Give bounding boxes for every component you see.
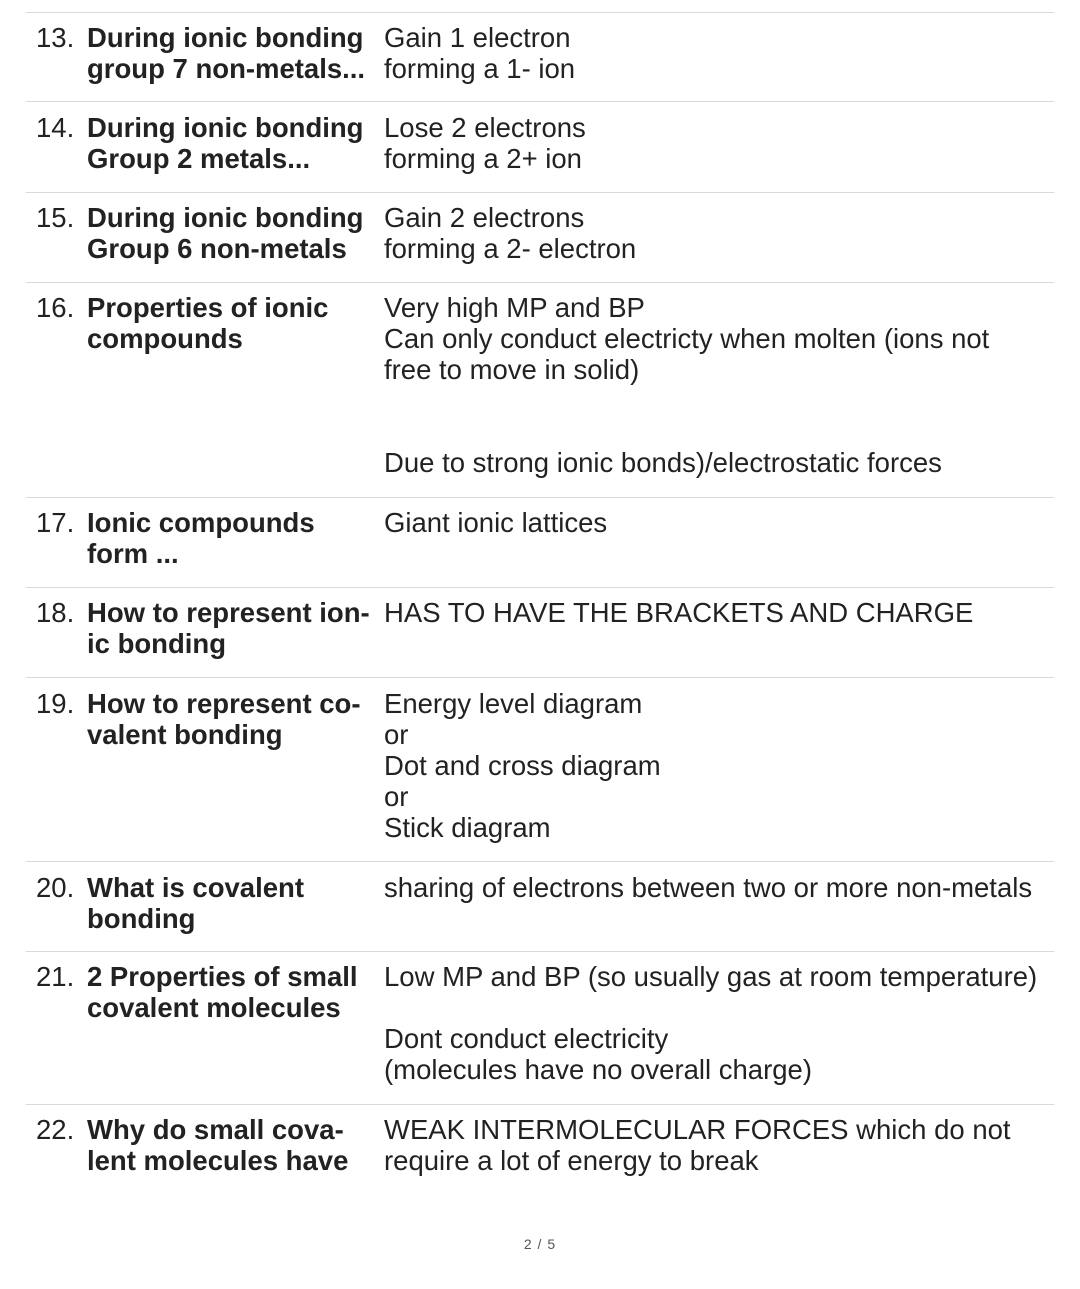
card-term	[87, 1114, 387, 1176]
card-number: 14.	[36, 112, 75, 143]
term-line: compounds	[87, 323, 243, 354]
term-line: Properties of ionic	[87, 292, 329, 323]
term-line: form ...	[87, 538, 179, 569]
top-divider	[26, 12, 1054, 13]
card-number: 19.	[36, 688, 75, 719]
card-number: 15.	[36, 202, 75, 233]
card-19	[26, 688, 1054, 862]
term-line: Why do small cova-	[87, 1114, 344, 1145]
term-line: What is covalent	[87, 872, 304, 903]
card-number: 18.	[36, 597, 75, 628]
definition-line: or	[384, 719, 409, 750]
card-number: 22.	[36, 1114, 75, 1145]
definition-line: forming a 2- electron	[384, 233, 637, 264]
term-line: 2 Properties of small	[87, 961, 358, 992]
definition-line: Low MP and BP (so usually gas at room temperature)	[384, 961, 1038, 992]
card-term	[87, 961, 387, 1023]
card-15	[26, 202, 1054, 283]
card-definition	[384, 22, 1054, 84]
card-14	[26, 112, 1054, 193]
definition-line: free to move in solid)	[384, 354, 640, 385]
definition-line: or	[384, 781, 409, 812]
card-number: 16.	[36, 292, 75, 323]
card-term	[87, 22, 387, 84]
definition-line: Stick diagram	[384, 812, 551, 843]
card-number: 20.	[36, 872, 75, 903]
blank-spacer	[384, 385, 1054, 447]
card-term	[87, 507, 387, 569]
card-definition	[384, 872, 1054, 903]
card-number: 21.	[36, 961, 75, 992]
card-definition	[384, 202, 1054, 264]
card-term	[87, 292, 387, 354]
card-13	[26, 22, 1054, 102]
term-line: How to represent ion-	[87, 597, 370, 628]
definition-line: HAS TO HAVE THE BRACKETS AND CHARGE	[384, 597, 974, 628]
definition-line: sharing of electrons between two or more non-metals	[384, 872, 1033, 903]
term-line: bonding	[87, 903, 196, 934]
definition-line: Very high MP and BP	[384, 292, 645, 323]
term-line: During ionic bonding	[87, 22, 364, 53]
card-20	[26, 872, 1054, 952]
definition-line: Giant ionic lattices	[384, 507, 608, 538]
card-definition	[384, 961, 1054, 1085]
card-term	[87, 112, 387, 174]
definition-line: Dot and cross diagram	[384, 750, 661, 781]
card-16	[26, 292, 1054, 498]
definition-line: (molecules have no overall charge)	[384, 1054, 812, 1085]
term-line: During ionic bonding	[87, 112, 364, 143]
definition-line: Lose 2 electrons	[384, 112, 586, 143]
card-definition	[384, 688, 1054, 843]
definition-line: forming a 2+ ion	[384, 143, 582, 174]
card-term	[87, 597, 387, 659]
term-line: lent molecules have	[87, 1145, 349, 1176]
card-18	[26, 597, 1054, 678]
definition-line: require a lot of energy to break	[384, 1145, 759, 1176]
card-definition	[384, 597, 1054, 628]
definition-line: forming a 1- ion	[384, 53, 576, 84]
definition-line: Dont conduct electricity	[384, 1023, 669, 1054]
card-22	[26, 1114, 1054, 1184]
card-definition	[384, 507, 1054, 538]
card-definition	[384, 292, 1054, 478]
definition-line: Gain 1 electron	[384, 22, 571, 53]
card-21	[26, 961, 1054, 1105]
definition-line: Can only conduct electricty when molten (ions not	[384, 323, 990, 354]
page-indicator: 2 / 5	[523, 1236, 557, 1252]
term-line: group 7 non-metals...	[87, 53, 366, 84]
term-line: How to represent co-	[87, 688, 361, 719]
card-number: 13.	[36, 22, 75, 53]
term-line: valent bonding	[87, 719, 283, 750]
definition-line: Due to strong ionic bonds)/electrostatic forces	[384, 447, 942, 478]
term-line: Group 6 non-metals	[87, 233, 347, 264]
card-number: 17.	[36, 507, 75, 538]
card-term	[87, 202, 387, 264]
card-17	[26, 507, 1054, 588]
term-line: ic bonding	[87, 628, 227, 659]
card-term	[87, 688, 387, 750]
term-line: Ionic compounds	[87, 507, 315, 538]
definition-line: WEAK INTERMOLECULAR FORCES which do not	[384, 1114, 1011, 1145]
term-line: covalent molecules	[87, 992, 341, 1023]
definition-line: Energy level diagram	[384, 688, 643, 719]
card-definition	[384, 112, 1054, 174]
definition-line: Gain 2 electrons	[384, 202, 585, 233]
term-line: During ionic bonding	[87, 202, 364, 233]
card-term	[87, 872, 387, 934]
blank-spacer	[384, 992, 1054, 1023]
term-line: Group 2 metals...	[87, 143, 311, 174]
card-definition	[384, 1114, 1054, 1176]
